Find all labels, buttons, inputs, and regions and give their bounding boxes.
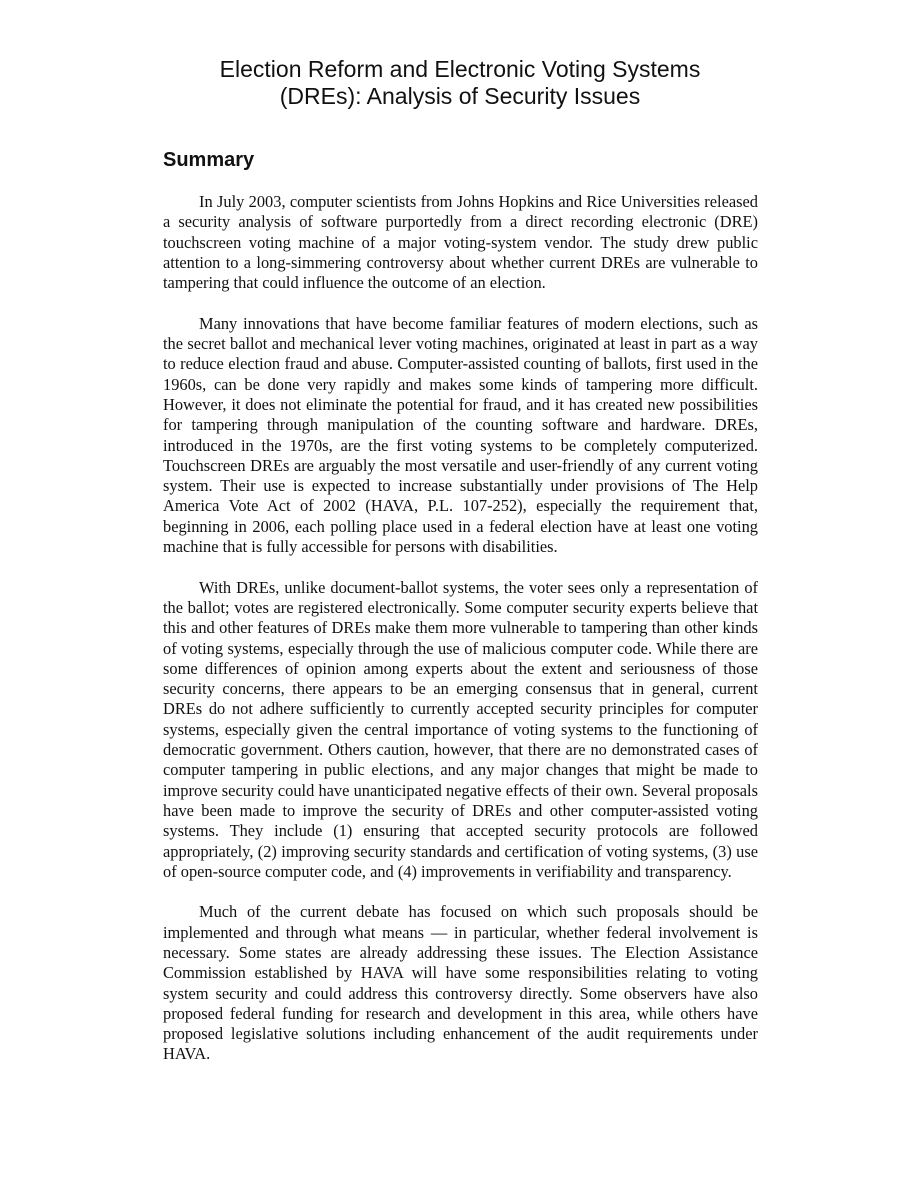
- paragraph-3: With DREs, unlike document-ballot systems, the voter sees only a representation of the ballot; votes are registered electronically. Some computer security experts believe that this and other features of DREs make them more vulnerable to tampering than other kinds of voting systems, especially through the use of malicious computer code. While there are some differences of opinion among experts about the extent and seriousness of those security concerns, there appears to be an emerging consensus that in general, current DREs do not adhere sufficiently to currently accepted security principles for computer systems, especially given the central importance of voting systems to the functioning of democratic government. Others caution, however, that there are no demonstrated cases of computer tampering in public elections, and any major changes that might be made to improve security could have unanticipated negative effects of their own. Several proposals have been made to improve the security of DREs and other computer-assisted voting systems. They include (1) ensuring that accepted security protocols are followed appropriately, (2) improving security standards and certification of voting systems, (3) use of open-source computer code, and (4) improvements in verifiability and transparency.: [163, 577, 758, 881]
- paragraph-2: Many innovations that have become familiar features of modern elections, such as the secret ballot and mechanical lever voting machines, originated at least in part as a way to reduce election fraud and abuse. Computer-assisted counting of ballots, first used in the 1960s, can be done very rapidly and makes some kinds of tampering more difficult. However, it does not eliminate the potential for fraud, and it has created new possibilities for tampering through manipulation of the counting software and hardware. DREs, introduced in the 1970s, are the first voting systems to be completely computerized. Touchscreen DREs are arguably the most versatile and user-friendly of any current voting system. Their use is expected to increase substantially under provisions of The Help America Vote Act of 2002 (HAVA, P.L. 107-252), especially the requirement that, beginning in 2006, each polling place used in a federal election have at least one voting machine that is fully accessible for persons with disabilities.: [163, 313, 758, 557]
- page-title-line-2: (DREs): Analysis of Security Issues: [279, 83, 641, 109]
- summary-body: [163, 192, 758, 1085]
- page-title: [0, 56, 920, 110]
- paragraph-4: Much of the current debate has focused on which such proposals should be implemented and through what means — in particular, whether federal involvement is necessary. Some states are already addressing these issues. The Election Assistance Commission established by HAVA will have some responsibilities relating to voting system security and could address this controversy directly. Some observers have also proposed federal funding for research and development in this area, while others have proposed legislative solutions including enhancement of the audit requirements under HAVA.: [163, 902, 758, 1064]
- paragraph-1: In July 2003, computer scientists from Johns Hopkins and Rice Universities released a security analysis of software purportedly from a direct recording electronic (DRE) touchscreen voting machine of a major voting-system vendor. The study drew public attention to a long-simmering controversy about whether current DREs are vulnerable to tampering that could influence the outcome of an election.: [163, 192, 758, 293]
- page-title-line-1: Election Reform and Electronic Voting Systems: [219, 56, 701, 82]
- section-heading-summary: Summary: [163, 149, 255, 171]
